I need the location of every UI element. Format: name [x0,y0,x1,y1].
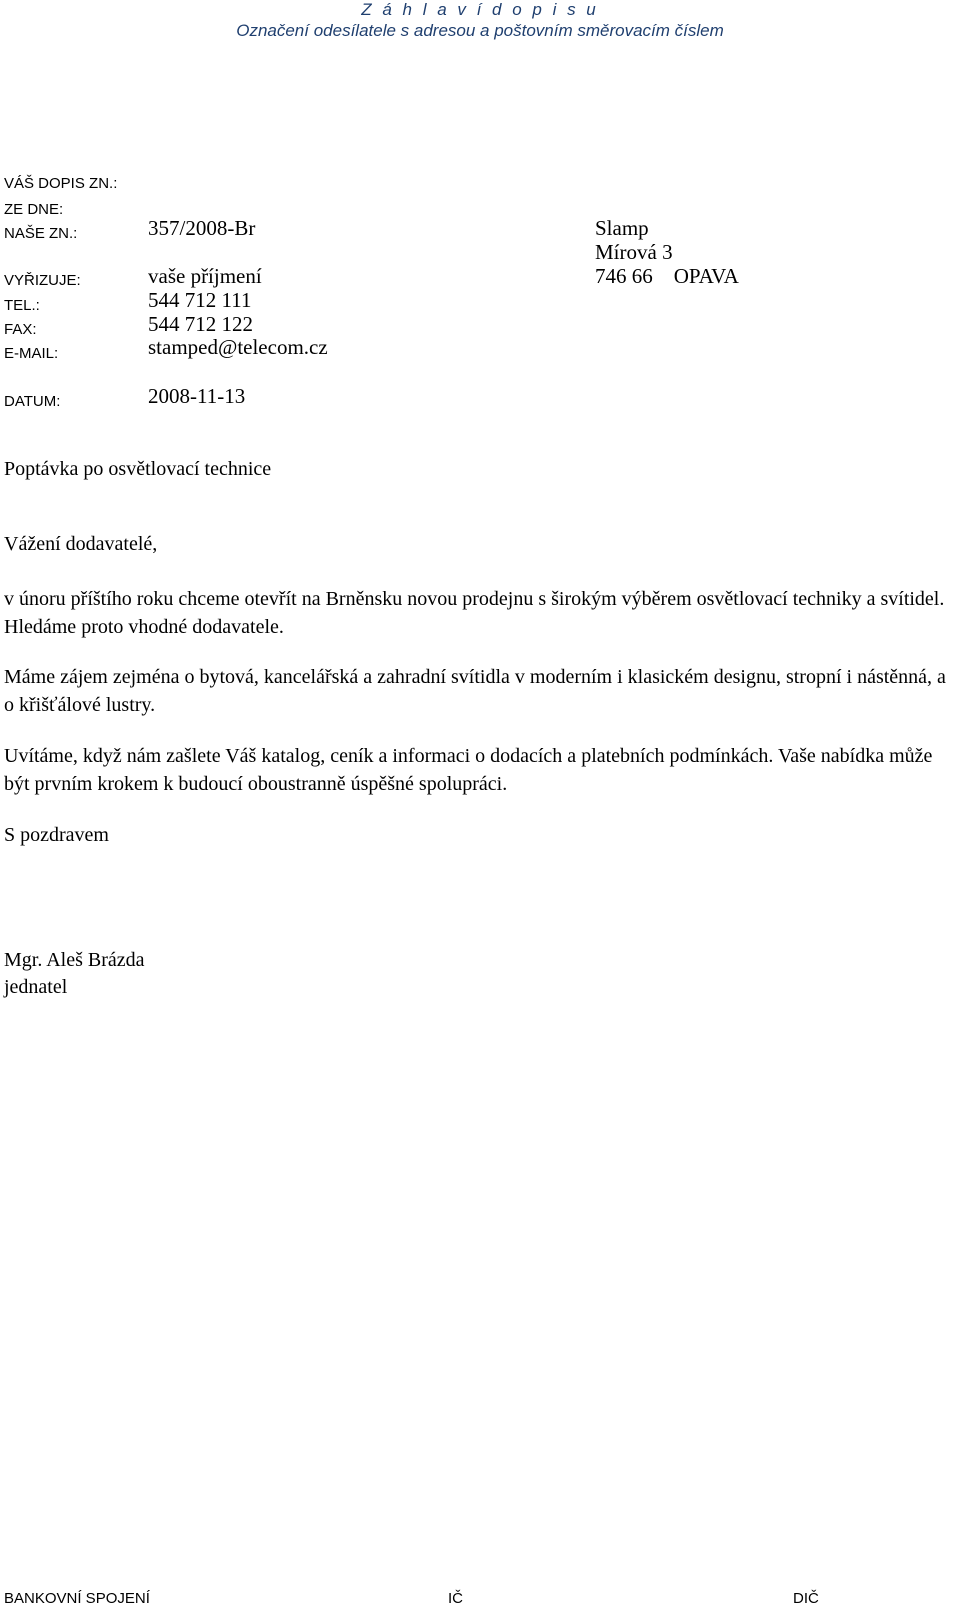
tel-value: 544 712 111 [148,288,252,312]
our-ref-label: NAŠE ZN.: [4,225,78,242]
recipient-city: 746 66 OPAVA [595,264,739,288]
recipient-name: Slamp [595,216,649,240]
our-ref-value: 357/2008-Br [148,216,256,240]
paragraph-3: Uvítáme, když nám zašlete Váš katalog, ceník a informaci o dodacích a platebních podmínkách. Vaše nabídka může být prvním krokem k budoucí oboustranně úspěšné spolupráci. [4,745,933,795]
footer-bank: BANKOVNÍ SPOJENÍ [4,1590,150,1607]
recipient-street: Mírová 3 [595,240,673,264]
signature-name: Mgr. Aleš Brázda [4,949,145,971]
letterhead-title: Z á h l a v í d o p i s u [361,0,599,19]
date-value: 2008-11-13 [148,384,246,408]
your-letter-ref-label: VÁŠ DOPIS ZN.: [4,175,118,192]
salutation: Vážení dodavatelé, [4,533,158,555]
handled-by-value: vaše příjmení [148,264,262,288]
signature-title: jednatel [4,976,68,998]
closing: S pozdravem [4,824,109,846]
tel-label: TEL.: [4,297,40,314]
footer-dic: DIČ [793,1590,819,1607]
paragraph-1: v únoru příštího roku chceme otevřít na Brněnsku novou prodejnu s širokým výběrem osvětlovací techniky a svítidel. Hledáme proto vhodné dodavatele. [4,588,945,638]
fax-value: 544 712 122 [148,312,253,336]
footer-ic: IČ [448,1590,463,1607]
handled-by-label: VYŘIZUJE: [4,272,81,289]
letterhead-subtitle: Označení odesílatele s adresou a poštovním směrovacím číslem [236,21,724,40]
letter-subject: Poptávka po osvětlovací technice [4,458,272,480]
paragraph-2: Máme zájem zejména o bytová, kancelářská a zahradní svítidla v moderním i klasickém designu, stropní i nástěnná, a o křišťálové lustry. [4,666,946,716]
email-value: stamped@telecom.cz [148,335,328,359]
date-label: DATUM: [4,393,61,410]
email-label: E-MAIL: [4,345,59,362]
fax-label: FAX: [4,321,37,338]
from-date-label: ZE DNE: [4,201,64,218]
